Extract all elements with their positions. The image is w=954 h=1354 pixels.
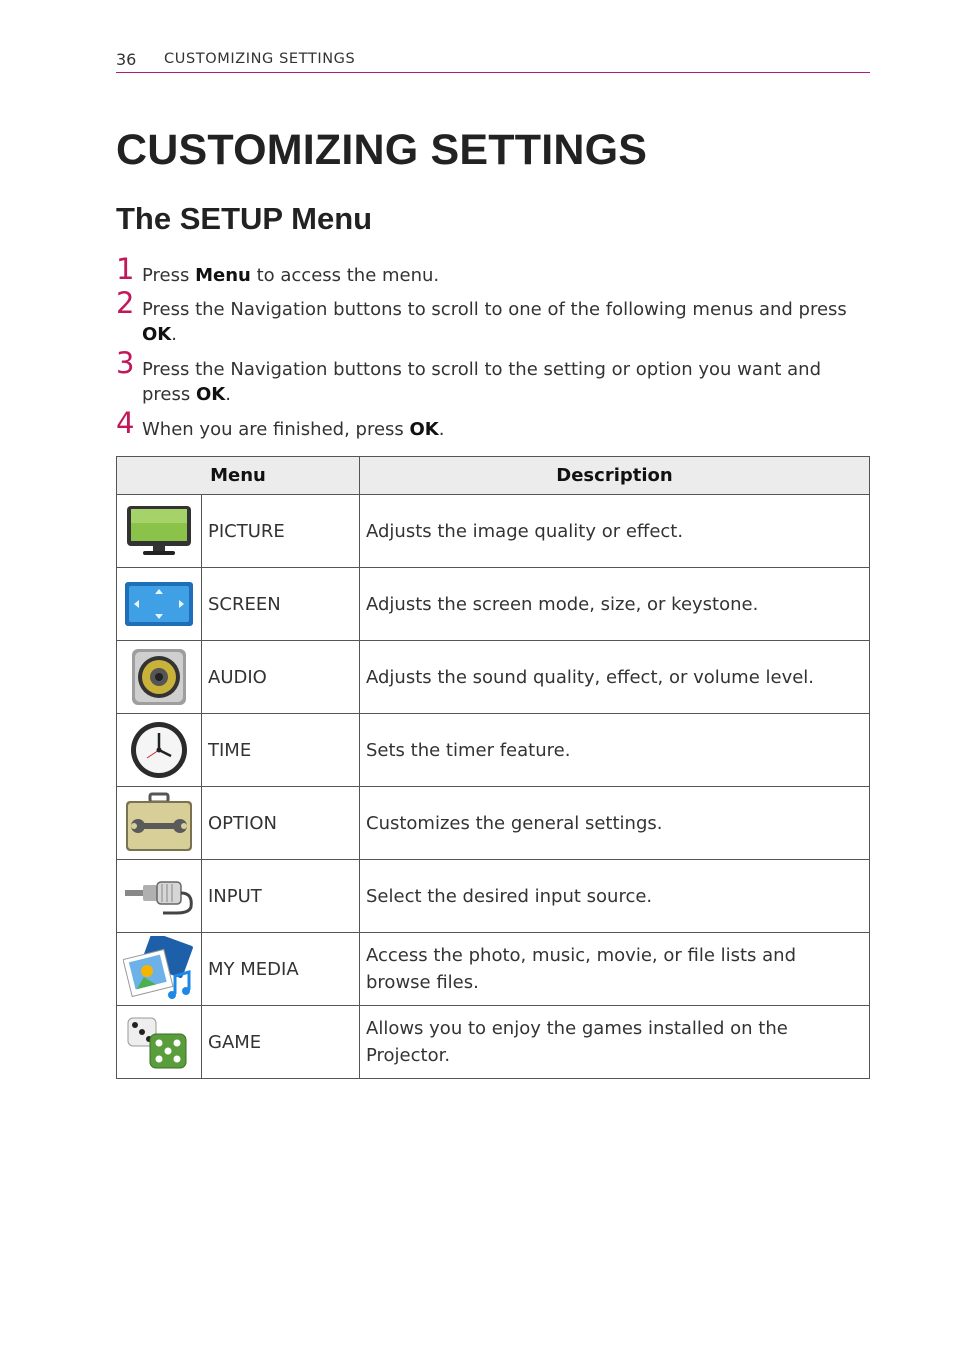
menu-name: GAME <box>202 1006 360 1079</box>
step-number: 1 <box>116 252 135 286</box>
column-header-description: Description <box>360 457 870 495</box>
icon-cell <box>117 1006 202 1079</box>
column-header-menu: Menu <box>117 457 360 495</box>
dice-icon <box>123 1012 195 1072</box>
menu-name: TIME <box>202 714 360 787</box>
table-row <box>117 933 870 1006</box>
step-number: 2 <box>116 286 135 320</box>
screen-arrows-icon <box>123 581 195 627</box>
menu-description: Adjusts the sound quality, effect, or volume level. <box>360 641 870 714</box>
menu-name: PICTURE <box>202 495 360 568</box>
menu-name: INPUT <box>202 860 360 933</box>
menu-name: SCREEN <box>202 568 360 641</box>
step-text: Press Menu to access the menu. <box>142 265 440 286</box>
table-row <box>117 860 870 933</box>
step-text: Press the Navigation buttons to scroll to the setting or option you want and press OK. <box>142 359 821 405</box>
photo-music-icon <box>123 936 195 1002</box>
menu-name: MY MEDIA <box>202 933 360 1006</box>
page-title: CUSTOMIZING SETTINGS <box>116 126 648 174</box>
step-number: 4 <box>116 406 135 440</box>
section-heading: The SETUP Menu <box>116 201 373 236</box>
icon-cell <box>117 933 202 1006</box>
toolbox-wrench-icon <box>123 792 195 854</box>
clock-icon <box>123 720 195 780</box>
step-text: When you are finished, press OK. <box>142 419 445 440</box>
menu-name: OPTION <box>202 787 360 860</box>
table-row <box>117 495 870 568</box>
keyword: Menu <box>195 265 251 286</box>
table-row <box>117 787 870 860</box>
icon-cell <box>117 495 202 568</box>
step-number: 3 <box>116 346 135 380</box>
menu-description: Adjusts the screen mode, size, or keystone. <box>360 568 870 641</box>
menu-description: Sets the timer feature. <box>360 714 870 787</box>
table-row <box>117 568 870 641</box>
menu-description: Customizes the general settings. <box>360 787 870 860</box>
icon-cell <box>117 860 202 933</box>
table-row <box>117 1006 870 1079</box>
step-text: Press the Navigation buttons to scroll to one of the following menus and press OK. <box>142 299 847 345</box>
running-section-title: CUSTOMIZING SETTINGS <box>164 51 356 67</box>
table-row <box>117 641 870 714</box>
table-row <box>117 714 870 787</box>
speaker-icon <box>123 647 195 707</box>
icon-cell <box>117 568 202 641</box>
icon-cell <box>117 787 202 860</box>
menu-description: Select the desired input source. <box>360 860 870 933</box>
menu-description: Access the photo, music, movie, or file lists and browse files. <box>360 933 870 1006</box>
keyword: OK <box>409 419 439 440</box>
icon-cell <box>117 641 202 714</box>
menu-description: Allows you to enjoy the games installed on the Projector. <box>360 1006 870 1079</box>
tv-icon <box>123 504 195 558</box>
menu-name: AUDIO <box>202 641 360 714</box>
keyword: OK <box>195 384 226 405</box>
page-number: 36 <box>116 50 137 69</box>
page-header <box>116 48 870 73</box>
table-header-row <box>117 457 870 495</box>
setup-menu-table <box>116 456 870 1079</box>
icon-cell <box>117 714 202 787</box>
cable-plug-icon <box>123 876 195 916</box>
menu-description: Adjusts the image quality or effect. <box>360 495 870 568</box>
keyword: OK <box>142 324 172 345</box>
